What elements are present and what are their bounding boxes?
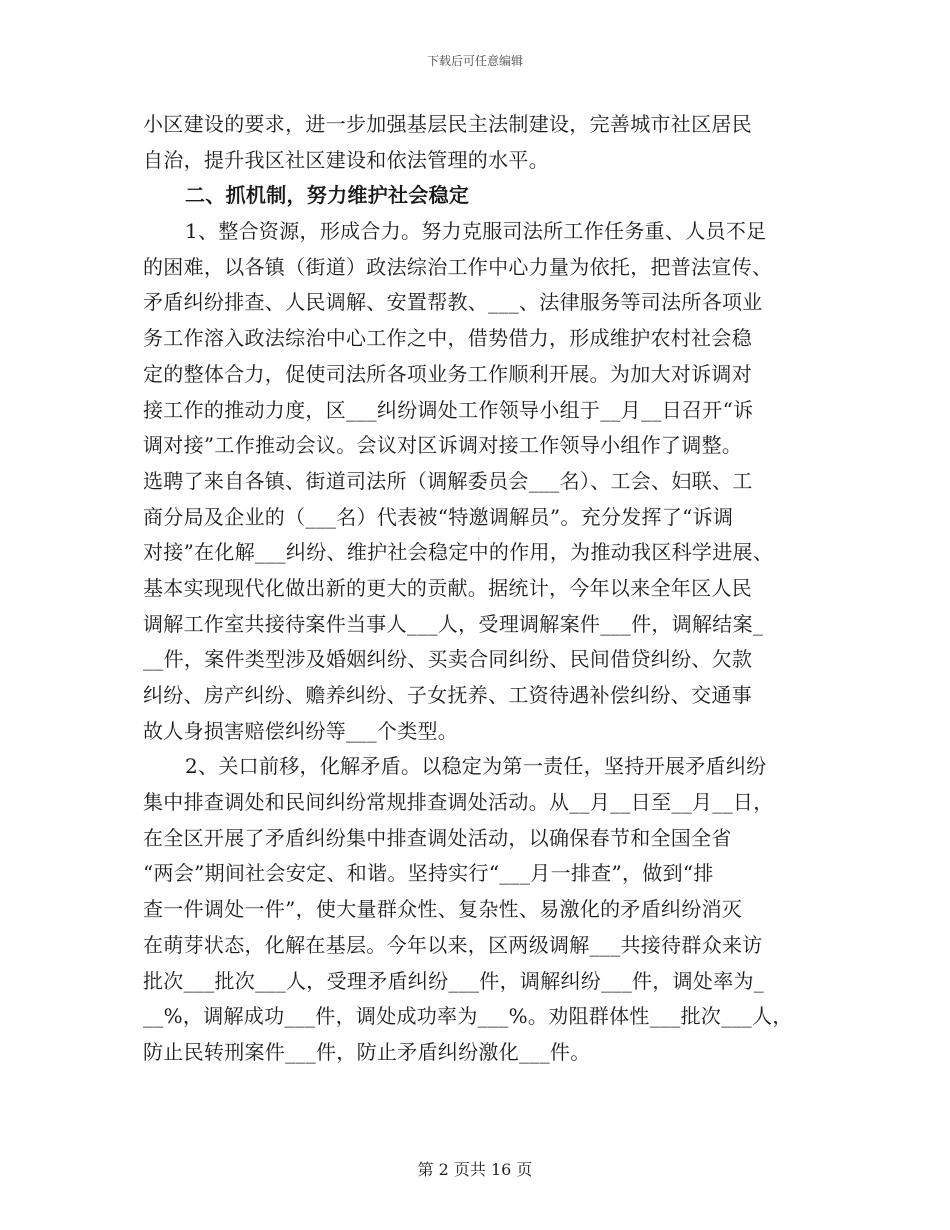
- body-line: 定的整体合力，促使司法所各项业务工作顺利开展。为加大对诉调对: [143, 361, 752, 386]
- body-line: 防止民转刑案件___件，防止矛盾纠纷激化___件。: [143, 1039, 591, 1064]
- body-line: 在萌芽状态，化解在基层。今年以来，区两级调解___共接待群众来访: [143, 932, 763, 957]
- body-line: 对接”在化解___纠纷、维护社会稳定中的作用，为推动我区科学进展、: [143, 540, 774, 565]
- body-line: 基本实现现代化做出新的更大的贡献。据统计，今年以来全年区人民: [143, 575, 752, 600]
- page-footer: 第 2 页共 16 页: [417, 1160, 533, 1179]
- body-line: 纠纷、房产纠纷、赡养纠纷、子女抚养、工资待遇补偿纠纷、交通事: [143, 683, 752, 707]
- paragraph-start-line: 1、整合资源，形成合力。努力克服司法所工作任务重、人员不足: [185, 219, 767, 244]
- page-header: 下载后可任意编辑: [426, 54, 523, 68]
- body-line: 集中排查调处和民间纠纷常规排查调处活动。从__月__日至__月__日，: [143, 790, 774, 815]
- body-line: 在全区开展了矛盾纠纷集中排查调处活动，以确保春节和全国全省: [143, 825, 732, 850]
- body-line: 选聘了来自各镇、街道司法所（调解委员会___名）、工会、妇联、工: [143, 468, 753, 493]
- paragraph-start-line: 2、关口前移，化解矛盾。以稳定为第一责任，坚持开展矛盾纠纷: [185, 754, 767, 779]
- body-line: 调解工作室共接待案件当事人___人，受理调解案件___件，调解结案_: [143, 611, 764, 636]
- body-line: 矛盾纠纷排查、人民调解、安置帮教、___、法律服务等司法所各项业: [143, 290, 763, 315]
- body-line: 商分局及企业的（___名）代表被“特邀调解员”。充分发挥了“诉调: [143, 504, 734, 529]
- body-line: __%，调解成功___件，调处成功率为___%。劝阻群体性___批次___人，: [143, 1004, 793, 1029]
- body-line: 查一件调处一件”，使大量群众性、复杂性、易激化的矛盾纠纷消灭: [143, 897, 743, 922]
- body-line: 调对接”工作推动会议。会议对区诉调对接工作领导小组作了调整。: [143, 433, 743, 458]
- body-line: 的困难，以各镇（街道）政法综治工作中心力量为依托，把普法宣传、: [143, 254, 773, 279]
- body-line: 务工作溶入政法综治中心工作之中，借势借力，形成维护农村社会稳: [143, 326, 752, 351]
- body-line: “两会”期间社会安定、和谐。坚持实行“___月一排查”，做到“排: [143, 861, 714, 886]
- document-body: [143, 110, 823, 1074]
- body-line: 自治，提升我区社区建设和依法管理的水平。: [143, 147, 549, 172]
- section-heading: 二、抓机制，努力维护社会稳定: [185, 183, 470, 208]
- body-line: 故人身损害赔偿纠纷等___个类型。: [143, 718, 459, 743]
- body-line: __件，案件类型涉及婚姻纠纷、买卖合同纠纷、民间借贷纠纷、欠款: [143, 647, 753, 672]
- body-line: 接工作的推动力度，区___纠纷调处工作领导小组于__月__日召开“诉: [143, 397, 754, 422]
- body-line: 小区建设的要求，进一步加强基层民主法制建设，完善城市社区居民: [143, 112, 752, 136]
- body-line: 批次___批次___人，受理矛盾纠纷___件，调解纠纷___件，调处率为_: [143, 968, 765, 993]
